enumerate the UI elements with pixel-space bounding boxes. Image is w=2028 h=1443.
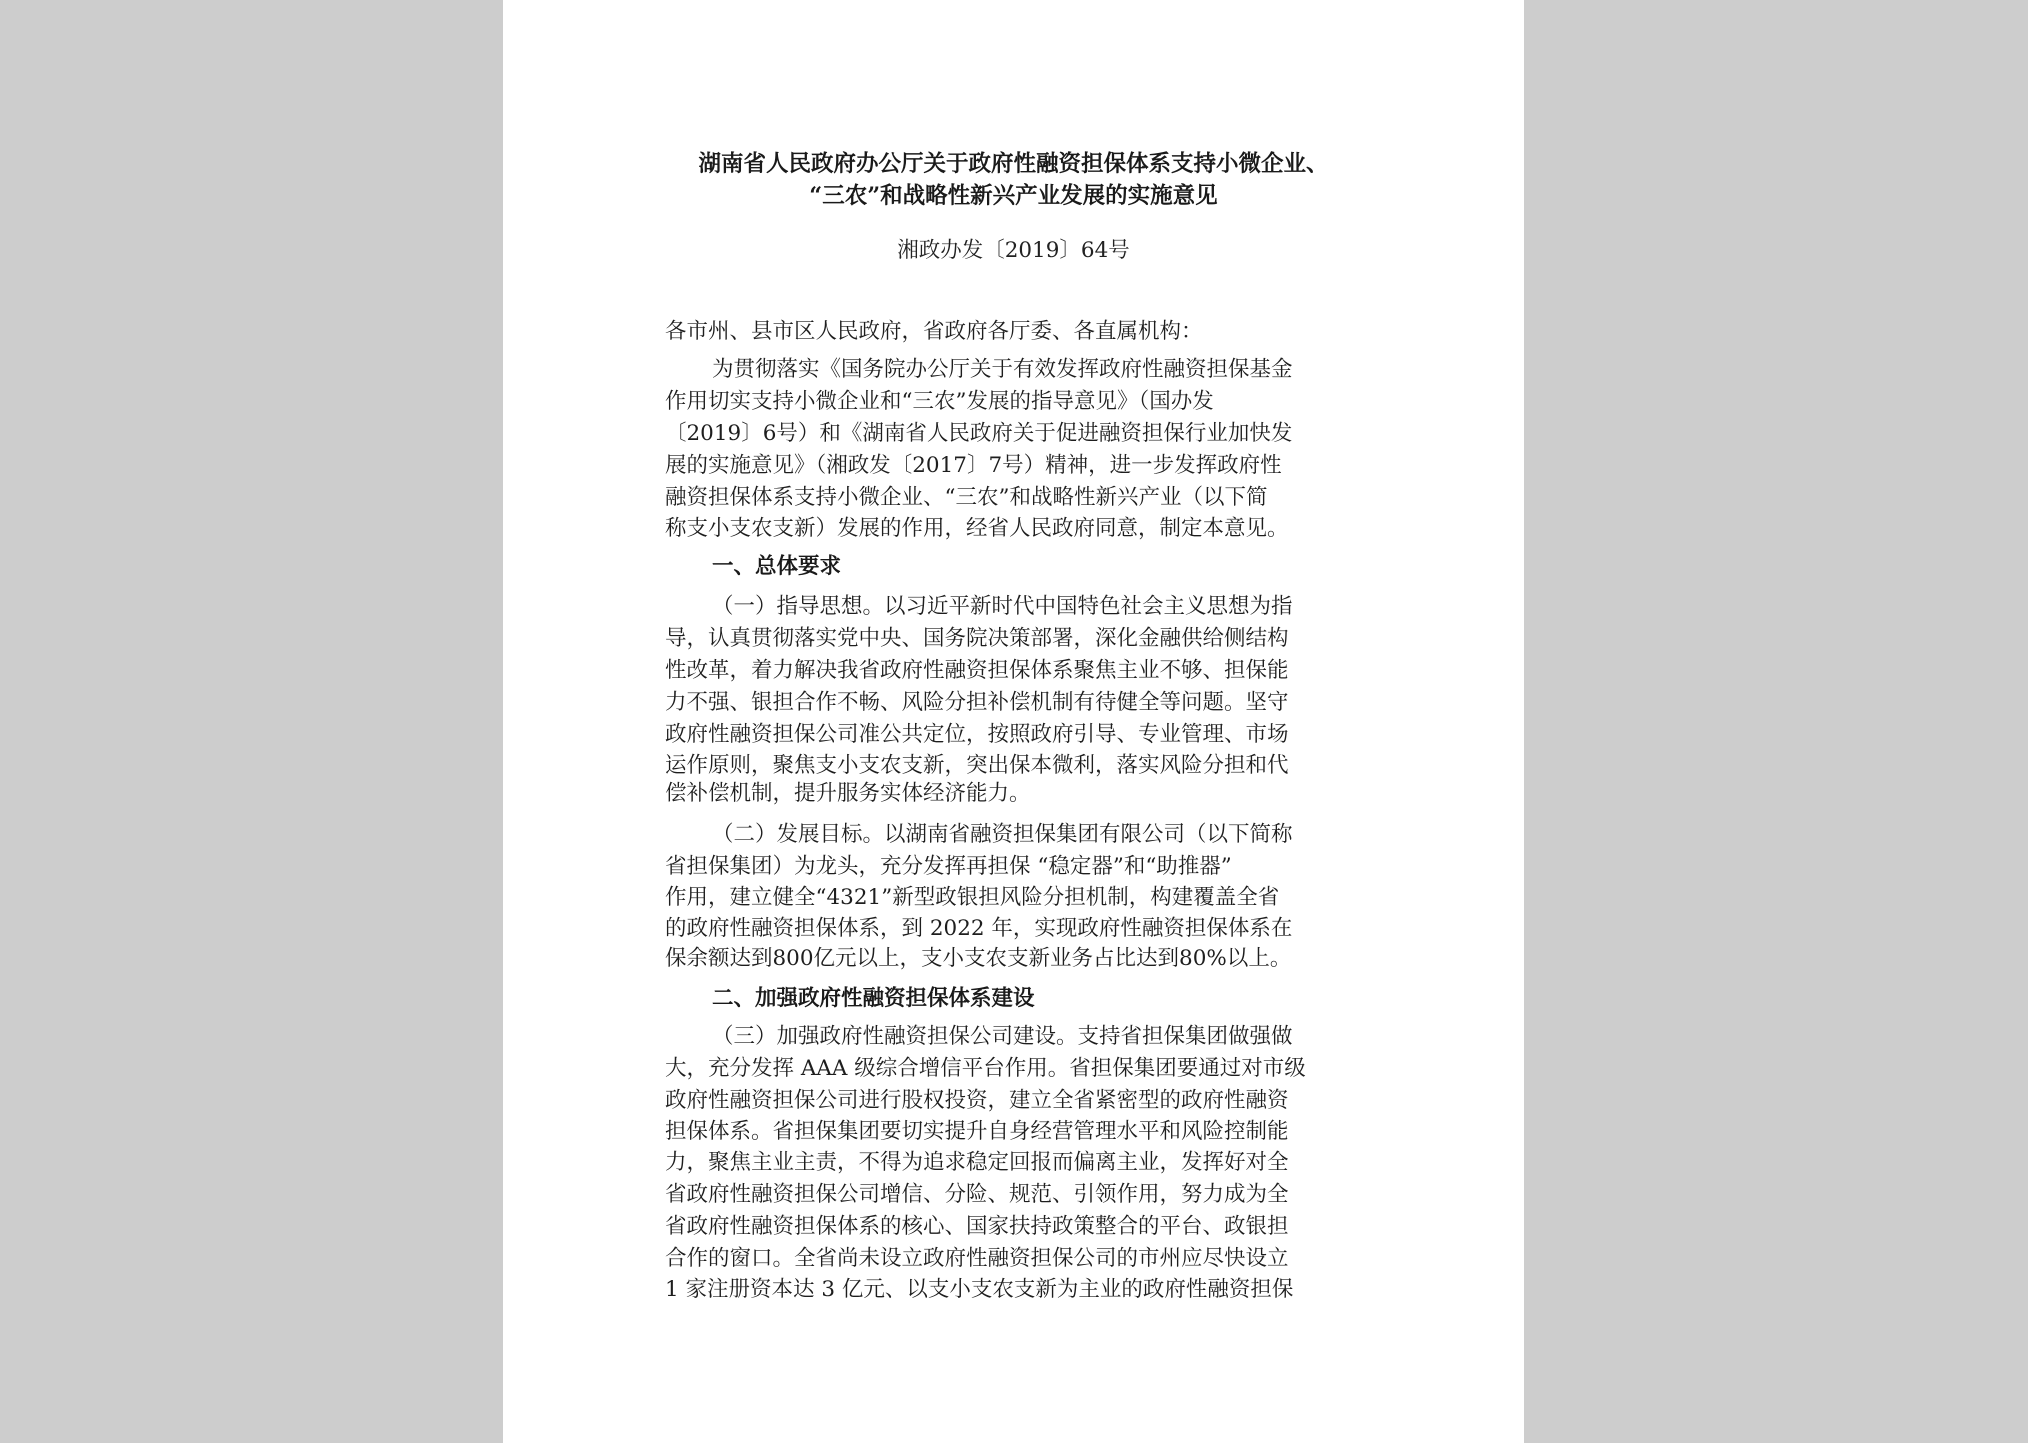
intro-line: 融资担保体系支持小微企业、“三农”和战略性新兴产业（以下简 — [665, 485, 1268, 510]
paragraph-3-line: 政府性融资担保公司进行股权投资，建立全省紧密型的政府性融资 — [665, 1088, 1289, 1113]
intro-line: 为贯彻落实《国务院办公厅关于有效发挥政府性融资担保基金 — [712, 357, 1293, 382]
document-title-line-2: “三农”和战略性新兴产业发展的实施意见 — [809, 183, 1218, 209]
paragraph-2-line: 省担保集团）为龙头，充分发挥再担保 “稳定器”和“助推器” — [665, 854, 1232, 879]
intro-line: 〔2019〕6号）和《湖南省人民政府关于促进融资担保行业加快发 — [665, 421, 1293, 446]
paragraph-3-line: 大，充分发挥 AAA 级综合增信平台作用。省担保集团要通过对市级 — [665, 1056, 1306, 1081]
paragraph-1-line: 政府性融资担保公司准公共定位，按照政府引导、专业管理、市场 — [665, 722, 1289, 747]
paragraph-1-line: 导，认真贯彻落实党中央、国务院决策部署，深化金融供给侧结构 — [665, 626, 1289, 651]
intro-line: 作用切实支持小微企业和“三农”发展的指导意见》（国办发 — [665, 389, 1214, 414]
paragraph-3-line: （三）加强政府性融资担保公司建设。支持省担保集团做强做 — [712, 1024, 1293, 1049]
paragraph-1-line: 力不强、银担合作不畅、风险分担补偿机制有待健全等问题。坚守 — [665, 690, 1289, 715]
paragraph-2-line: 保余额达到800亿元以上，支小支农支新业务占比达到80%以上。 — [665, 946, 1292, 971]
document-page — [503, 0, 1524, 1443]
document-number: 湘政办发〔2019〕64号 — [897, 238, 1130, 263]
paragraph-2-line: （二）发展目标。以湖南省融资担保集团有限公司（以下简称 — [712, 822, 1293, 847]
paragraph-2-line: 的政府性融资担保体系，到 2022 年，实现政府性融资担保体系在 — [665, 916, 1293, 941]
paragraph-1-line: （一）指导思想。以习近平新时代中国特色社会主义思想为指 — [712, 594, 1293, 619]
document-title-line-1: 湖南省人民政府办公厅关于政府性融资担保体系支持小微企业、 — [698, 151, 1329, 177]
section-heading-1: 一、总体要求 — [712, 554, 842, 579]
paragraph-1-line: 偿补偿机制，提升服务实体经济能力。 — [665, 781, 1031, 806]
paragraph-3-line: 省政府性融资担保体系的核心、国家扶持政策整合的平台、政银担 — [665, 1214, 1289, 1239]
addressee: 各市州、县市区人民政府，省政府各厅委、各直属机构： — [665, 319, 1203, 344]
section-heading-2: 二、加强政府性融资担保体系建设 — [712, 986, 1035, 1011]
paragraph-3-line: 担保体系。省担保集团要切实提升自身经营管理水平和风险控制能 — [665, 1119, 1289, 1144]
paragraph-1-line: 性改革，着力解决我省政府性融资担保体系聚焦主业不够、担保能 — [665, 658, 1289, 683]
intro-line: 称支小支农支新）发展的作用，经省人民政府同意，制定本意见。 — [665, 516, 1289, 541]
paragraph-3-line: 合作的窗口。全省尚未设立政府性融资担保公司的市州应尽快设立 — [665, 1246, 1289, 1271]
paragraph-3-line: 省政府性融资担保公司增信、分险、规范、引领作用，努力成为全 — [665, 1182, 1289, 1207]
paragraph-2-line: 作用，建立健全“4321”新型政银担风险分担机制，构建覆盖全省 — [665, 885, 1280, 910]
intro-line: 展的实施意见》（湘政发〔2017〕7号）精神，进一步发挥政府性 — [665, 453, 1282, 478]
paragraph-3-line: 1 家注册资本达 3 亿元、以支小支农支新为主业的政府性融资担保 — [665, 1277, 1294, 1302]
paragraph-3-line: 力，聚焦主业主责，不得为追求稳定回报而偏离主业，发挥好对全 — [665, 1150, 1289, 1175]
paragraph-1-line: 运作原则，聚焦支小支农支新，突出保本微利，落实风险分担和代 — [665, 753, 1289, 778]
